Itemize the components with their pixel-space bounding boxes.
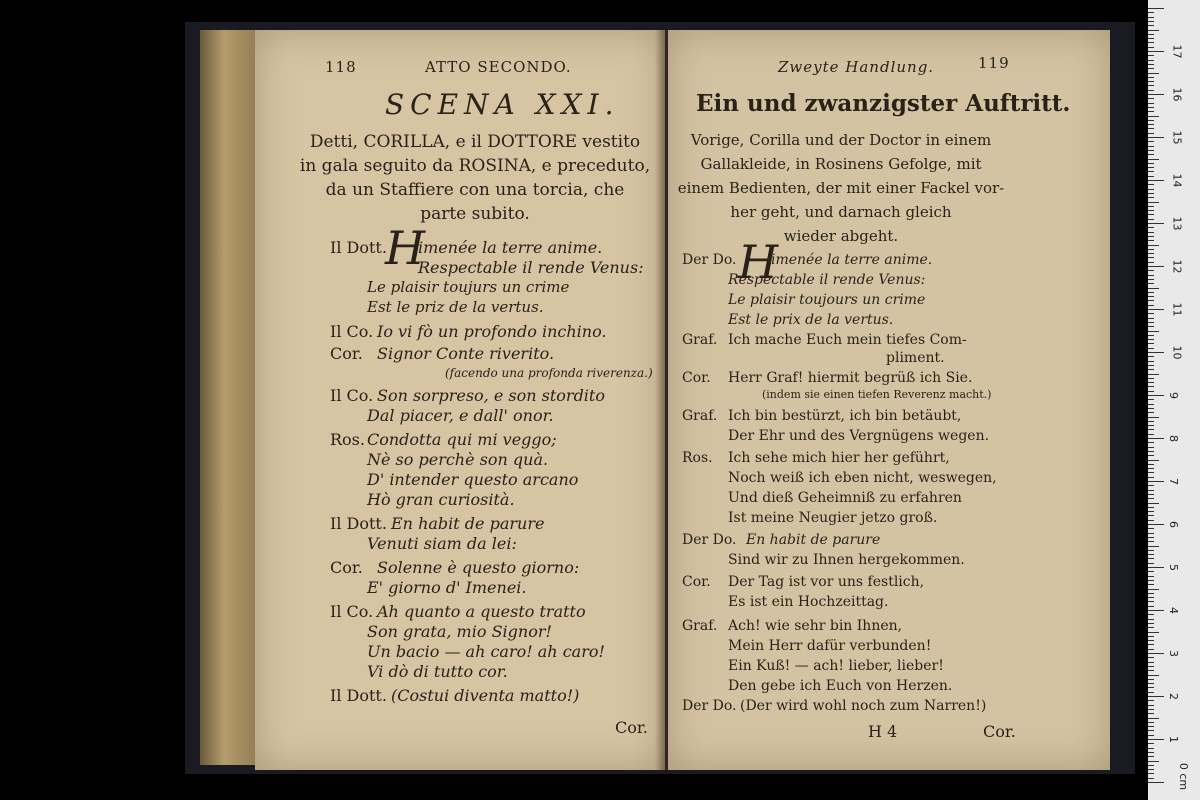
stage-line: her geht, und darnach gleich <box>730 203 952 221</box>
ruler-tick <box>1148 481 1164 482</box>
ruler-tick <box>1148 670 1154 671</box>
ruler-tick <box>1148 210 1154 211</box>
ruler-tick <box>1148 722 1154 723</box>
speaker: Der Do. <box>682 252 737 268</box>
ruler-tick <box>1148 606 1154 607</box>
ruler-tick <box>1148 159 1159 160</box>
ruler-tick <box>1148 180 1164 181</box>
ruler-tick <box>1148 395 1164 396</box>
ruler-tick <box>1148 378 1154 379</box>
verse-line: Vi dò di tutto cor. <box>367 662 508 681</box>
ruler-tick <box>1148 477 1154 478</box>
verse-line: Ich bin bestürzt, ich bin betäubt, <box>728 408 962 424</box>
ruler-tick <box>1148 382 1154 383</box>
ruler-tick <box>1148 232 1154 233</box>
verse-line: Io vi fò un profondo inchino. <box>377 322 607 341</box>
ruler-tick <box>1148 167 1154 168</box>
ruler-tick <box>1148 782 1164 783</box>
ruler-tick <box>1148 447 1154 448</box>
verse-line: Est le prix de la vertus. <box>728 312 894 328</box>
verse-line: Signor Conte riverito. <box>377 344 555 363</box>
right-page <box>668 30 1110 770</box>
ruler-tick <box>1148 666 1154 667</box>
verse-line: imenée la terre anime. <box>771 252 933 268</box>
speaker: Cor. <box>330 558 363 577</box>
ruler-number: 15 <box>1170 130 1184 145</box>
ruler-tick <box>1148 507 1154 508</box>
speaker: Cor. <box>682 574 711 590</box>
verse-line: Der Tag ist vor uns festlich, <box>728 574 925 590</box>
ruler-number: 3 <box>1167 650 1180 657</box>
verse-line: Ein Kuß! — ach! lieber, lieber! <box>728 658 944 674</box>
stage-direction <box>285 130 665 226</box>
ruler-tick <box>1148 571 1154 572</box>
ruler-tick <box>1148 683 1154 684</box>
ruler-tick <box>1148 468 1154 469</box>
ruler-tick <box>1148 696 1164 697</box>
speaker: Der Do. <box>682 698 737 714</box>
ruler-number: 7 <box>1167 478 1180 485</box>
ruler-tick <box>1148 653 1164 654</box>
measurement-ruler <box>1148 0 1200 800</box>
verse-line: Ich sehe mich hier her geführt, <box>728 450 950 466</box>
ruler-tick <box>1148 227 1154 228</box>
ruler-tick <box>1148 292 1154 293</box>
ruler-tick <box>1148 421 1154 422</box>
verse-line: Der Ehr und des Vergnügens wegen. <box>728 428 990 444</box>
ruler-tick <box>1148 623 1154 624</box>
ruler-tick <box>1148 352 1164 353</box>
ruler-tick <box>1148 288 1159 289</box>
ruler-tick <box>1148 270 1154 271</box>
ruler-tick <box>1148 726 1154 727</box>
signature-mark: H 4 <box>868 722 898 741</box>
ruler-tick <box>1148 541 1154 542</box>
speaker: Ros. <box>330 430 365 449</box>
ruler-tick <box>1148 51 1164 52</box>
ruler-tick <box>1148 25 1154 26</box>
ruler-tick <box>1148 94 1164 95</box>
speaker: Graf. <box>682 408 718 424</box>
verse-line: Es ist ein Hochzeittag. <box>728 594 889 610</box>
speaker: Der Do. <box>682 532 737 548</box>
ruler-tick <box>1148 184 1154 185</box>
ruler-tick <box>1148 253 1154 254</box>
ruler-tick <box>1148 300 1154 301</box>
ruler-tick <box>1148 705 1154 706</box>
ruler-tick <box>1148 103 1154 104</box>
stage-line: wieder abgeht. <box>783 227 899 245</box>
speaker: Il Co. <box>330 602 374 621</box>
verse-line: Sind wir zu Ihnen hergekommen. <box>728 552 965 568</box>
ruler-tick <box>1148 335 1154 336</box>
scene-title: Ein und zwanzigster Auftritt. <box>696 90 1071 117</box>
verse-line: Un bacio — ah caro! ah caro! <box>367 642 605 661</box>
verse-line: E' giorno d' Imenei. <box>367 578 527 597</box>
ruler-tick <box>1148 515 1154 516</box>
ruler-tick <box>1148 214 1154 215</box>
ruler-tick <box>1148 137 1164 138</box>
ruler-tick <box>1148 73 1159 74</box>
ruler-number: 5 <box>1167 564 1180 571</box>
ruler-tick <box>1148 636 1154 637</box>
ruler-tick <box>1148 567 1164 568</box>
ruler-tick <box>1148 77 1154 78</box>
verse-line: Venuti siam da lei: <box>367 534 517 553</box>
ruler-tick <box>1148 735 1154 736</box>
stage-line: Detti, CORILLA, e il DOTTORE vestito <box>309 132 641 152</box>
ruler-tick <box>1148 38 1154 39</box>
ruler-tick <box>1148 141 1154 142</box>
verse-line: Ich mache Euch mein tiefes Com- <box>728 332 967 348</box>
ruler-tick <box>1148 163 1154 164</box>
ruler-tick <box>1148 279 1154 280</box>
ruler-unit: 0 cm <box>1177 762 1191 791</box>
book-edge <box>200 30 260 765</box>
ruler-tick <box>1148 249 1154 250</box>
ruler-tick <box>1148 558 1154 559</box>
ruler-tick <box>1148 640 1154 641</box>
stage-line: einem Bedienten, der mit einer Fackel vor- <box>677 179 1005 197</box>
ruler-tick <box>1148 404 1154 405</box>
ruler-tick <box>1148 490 1154 491</box>
stage-line: in gala seguito da ROSINA, e preceduto, <box>299 156 651 176</box>
ruler-tick <box>1148 197 1154 198</box>
ruler-tick <box>1148 451 1154 452</box>
verse-line: Ach! wie sehr bin Ihnen, <box>728 618 903 634</box>
ruler-tick <box>1148 348 1154 349</box>
verse-line: Herr Graf! hiermit begrüß ich Sie. <box>728 370 973 386</box>
ruler-tick <box>1148 687 1154 688</box>
ruler-tick <box>1148 391 1154 392</box>
verse-line: En habit de parure <box>746 532 881 548</box>
ruler-number: 16 <box>1170 87 1184 102</box>
ruler-tick <box>1148 257 1154 258</box>
speaker: Il Dott. <box>330 686 387 705</box>
ruler-tick <box>1148 399 1154 400</box>
verse-line: Respectable il rende Venus: <box>728 272 926 288</box>
ruler-tick <box>1148 150 1154 151</box>
ruler-tick <box>1148 584 1154 585</box>
ruler-tick <box>1148 21 1154 22</box>
ruler-tick <box>1148 700 1154 701</box>
ruler-tick <box>1148 438 1164 439</box>
ruler-tick <box>1148 90 1154 91</box>
verse-line: Respectable il rende Venus: <box>418 258 644 277</box>
ruler-tick <box>1148 81 1154 82</box>
ruler-tick <box>1148 356 1154 357</box>
ruler-tick <box>1148 408 1154 409</box>
verse-line: Ist meine Neugier jetzo groß. <box>728 510 938 526</box>
verse-line: Und dieß Geheimniß zu erfahren <box>728 490 962 506</box>
speaker: Il Dott. <box>330 514 387 533</box>
ruler-tick <box>1148 322 1154 323</box>
ruler-tick <box>1148 266 1164 267</box>
verse-line: Ah quanto a questo tratto <box>377 602 586 621</box>
ruler-tick <box>1148 718 1159 719</box>
ruler-tick <box>1148 386 1154 387</box>
ruler-tick <box>1148 374 1159 375</box>
ruler-tick <box>1148 528 1154 529</box>
ruler-tick <box>1148 313 1154 314</box>
ruler-tick <box>1148 12 1154 13</box>
ruler-tick <box>1148 206 1154 207</box>
ruler-tick <box>1148 361 1154 362</box>
ruler-tick <box>1148 369 1154 370</box>
speaker: Cor. <box>682 370 711 386</box>
ruler-tick <box>1148 47 1154 48</box>
ruler-number: 14 <box>1170 173 1184 188</box>
ruler-tick <box>1148 563 1154 564</box>
ruler-tick <box>1148 730 1154 731</box>
ruler-tick <box>1148 554 1154 555</box>
ruler-tick <box>1148 748 1154 749</box>
ruler-tick <box>1148 30 1159 31</box>
ruler-number: 17 <box>1170 44 1184 59</box>
ruler-tick <box>1148 326 1154 327</box>
ruler-tick <box>1148 17 1154 18</box>
ruler-tick <box>1148 171 1154 172</box>
ruler-tick <box>1148 520 1154 521</box>
ruler-tick <box>1148 503 1159 504</box>
ruler-tick <box>1148 644 1154 645</box>
ruler-tick <box>1148 597 1154 598</box>
page-number: 119 <box>978 54 1010 72</box>
ruler-tick <box>1148 533 1154 534</box>
ruler-number: 4 <box>1167 607 1180 614</box>
verse-line: Den gebe ich Euch von Herzen. <box>728 678 953 694</box>
ruler-tick <box>1148 713 1154 714</box>
stage-line: Gallakleide, in Rosinens Gefolge, mit <box>700 155 982 173</box>
ruler-number: 9 <box>1167 392 1180 399</box>
ruler-tick <box>1148 576 1154 577</box>
verse-line: Dal piacer, e dall' onor. <box>367 406 554 425</box>
verse-line: (Costui diventa matto!) <box>391 686 580 705</box>
stage-line: parte subito. <box>420 204 530 224</box>
stage-note: (facendo una profonda riverenza.) <box>445 366 653 380</box>
ruler-tick <box>1148 632 1159 633</box>
speaker: Graf. <box>682 618 718 634</box>
ruler-tick <box>1148 434 1154 435</box>
verse-line: imenée la terre anime. <box>418 238 603 257</box>
ruler-tick <box>1148 98 1154 99</box>
verse-line: D' intender questo arcano <box>367 470 579 489</box>
ruler-tick <box>1148 240 1154 241</box>
ruler-number: 6 <box>1167 521 1180 528</box>
ruler-tick <box>1148 64 1154 65</box>
speaker: Graf. <box>682 332 718 348</box>
ruler-tick <box>1148 412 1154 413</box>
catchword: Cor. <box>983 722 1016 741</box>
ruler-tick <box>1148 55 1154 56</box>
ruler-tick <box>1148 154 1154 155</box>
stage-line: da un Staffiere con una torcia, che <box>325 180 625 200</box>
ruler-tick <box>1148 223 1164 224</box>
ruler-tick <box>1148 589 1159 590</box>
stage-direction <box>676 128 1006 248</box>
ruler-tick <box>1148 739 1164 740</box>
ruler-tick <box>1148 193 1154 194</box>
ruler-number: 12 <box>1170 259 1184 274</box>
ruler-tick <box>1148 417 1159 418</box>
ruler-tick <box>1148 614 1154 615</box>
ruler-number: 8 <box>1167 435 1180 442</box>
ruler-tick <box>1148 202 1159 203</box>
ruler-tick <box>1148 176 1154 177</box>
ruler-number: 13 <box>1170 216 1184 231</box>
ruler-tick <box>1148 498 1154 499</box>
ruler-tick <box>1148 657 1154 658</box>
ruler-tick <box>1148 494 1154 495</box>
ruler-tick <box>1148 85 1154 86</box>
ruler-tick <box>1148 429 1154 430</box>
ruler-tick <box>1148 262 1154 263</box>
ruler-tick <box>1148 460 1159 461</box>
ruler-tick <box>1148 120 1154 121</box>
ruler-tick <box>1148 778 1154 779</box>
ruler-tick <box>1148 309 1164 310</box>
scene-title: SCENA XXI. <box>385 88 620 121</box>
ruler-tick <box>1148 133 1154 134</box>
ruler-tick <box>1148 8 1164 9</box>
verse-line: (Der wird wohl noch zum Narren!) <box>740 698 987 714</box>
ruler-tick <box>1148 219 1154 220</box>
ruler-tick <box>1148 610 1164 611</box>
ruler-tick <box>1148 756 1154 757</box>
ruler-tick <box>1148 365 1154 366</box>
verse-line: Nè so perchè son quà. <box>367 450 549 469</box>
speaker: Il Co. <box>330 386 374 405</box>
ruler-tick <box>1148 236 1154 237</box>
ruler-number: 1 <box>1167 736 1180 743</box>
speaker: Ros. <box>682 450 713 466</box>
ruler-tick <box>1148 769 1154 770</box>
ruler-tick <box>1148 124 1154 125</box>
ruler-tick <box>1148 116 1159 117</box>
ruler-tick <box>1148 146 1154 147</box>
verse-line: Son sorpreso, e son stordito <box>377 386 605 405</box>
ruler-tick <box>1148 472 1154 473</box>
ruler-tick <box>1148 60 1154 61</box>
ruler-tick <box>1148 283 1154 284</box>
ruler-number: 11 <box>1170 302 1184 317</box>
ruler-tick <box>1148 550 1154 551</box>
dropcap: H <box>385 221 426 275</box>
page-number: 118 <box>325 58 357 76</box>
ruler-tick <box>1148 546 1159 547</box>
ruler-tick <box>1148 627 1154 628</box>
ruler-tick <box>1148 42 1154 43</box>
ruler-tick <box>1148 593 1154 594</box>
ruler-tick <box>1148 68 1154 69</box>
ruler-tick <box>1148 339 1154 340</box>
speaker: Il Co. <box>330 322 374 341</box>
ruler-tick <box>1148 318 1154 319</box>
ruler-tick <box>1148 537 1154 538</box>
ruler-tick <box>1148 305 1154 306</box>
ruler-tick <box>1148 245 1159 246</box>
running-head: Zweyte Handlung. <box>778 58 935 76</box>
verse-line: Condotta qui mi veggo; <box>367 430 557 449</box>
ruler-tick <box>1148 649 1154 650</box>
ruler-tick <box>1148 752 1154 753</box>
verse-line: Son grata, mio Signor! <box>367 622 552 641</box>
speaker: Cor. <box>330 344 363 363</box>
ruler-tick <box>1148 524 1164 525</box>
ruler-tick <box>1148 111 1154 112</box>
ruler-tick <box>1148 275 1154 276</box>
speaker: Il Dott. <box>330 238 387 257</box>
verse-line: Solenne è questo giorno: <box>377 558 580 577</box>
ruler-tick <box>1148 189 1154 190</box>
ruler-number: 10 <box>1170 345 1184 360</box>
stage-note: (indem sie einen tiefen Reverenz macht.) <box>762 388 992 401</box>
ruler-tick <box>1148 601 1154 602</box>
ruler-tick <box>1148 331 1159 332</box>
ruler-tick <box>1148 619 1154 620</box>
ruler-tick <box>1148 662 1154 663</box>
ruler-tick <box>1148 107 1154 108</box>
verse-line: En habit de parure <box>391 514 545 533</box>
ruler-tick <box>1148 692 1154 693</box>
verse-line: Le plaisir toujurs un crime <box>367 278 570 296</box>
ruler-tick <box>1148 679 1154 680</box>
ruler-tick <box>1148 709 1154 710</box>
stage-line: Vorige, Corilla und der Doctor in einem <box>690 131 992 149</box>
ruler-tick <box>1148 773 1154 774</box>
ruler-tick <box>1148 343 1154 344</box>
ruler-tick <box>1148 743 1154 744</box>
left-page <box>255 30 665 770</box>
ruler-tick <box>1148 34 1154 35</box>
ruler-tick <box>1148 455 1154 456</box>
dropcap: H <box>738 235 779 289</box>
verse-line: pliment. <box>886 350 945 366</box>
verse-line: Hò gran curiosità. <box>367 490 515 509</box>
ruler-tick <box>1148 128 1154 129</box>
ruler-tick <box>1148 511 1154 512</box>
ruler-number: 2 <box>1167 693 1180 700</box>
ruler-tick <box>1148 675 1159 676</box>
catchword: Cor. <box>615 718 648 737</box>
ruler-tick <box>1148 442 1154 443</box>
ruler-tick <box>1148 580 1154 581</box>
running-head: ATTO SECONDO. <box>425 58 572 76</box>
verse-line: Noch weiß ich eben nicht, weswegen, <box>728 470 997 486</box>
verse-line: Est le priz de la vertus. <box>367 298 544 316</box>
verse-line: Mein Herr dafür verbunden! <box>728 638 932 654</box>
ruler-tick <box>1148 425 1154 426</box>
ruler-tick <box>1148 296 1154 297</box>
ruler-tick <box>1148 485 1154 486</box>
verse-line: Le plaisir toujours un crime <box>728 292 926 308</box>
ruler-tick <box>1148 464 1154 465</box>
ruler-tick <box>1148 761 1159 762</box>
ruler-tick <box>1148 765 1154 766</box>
